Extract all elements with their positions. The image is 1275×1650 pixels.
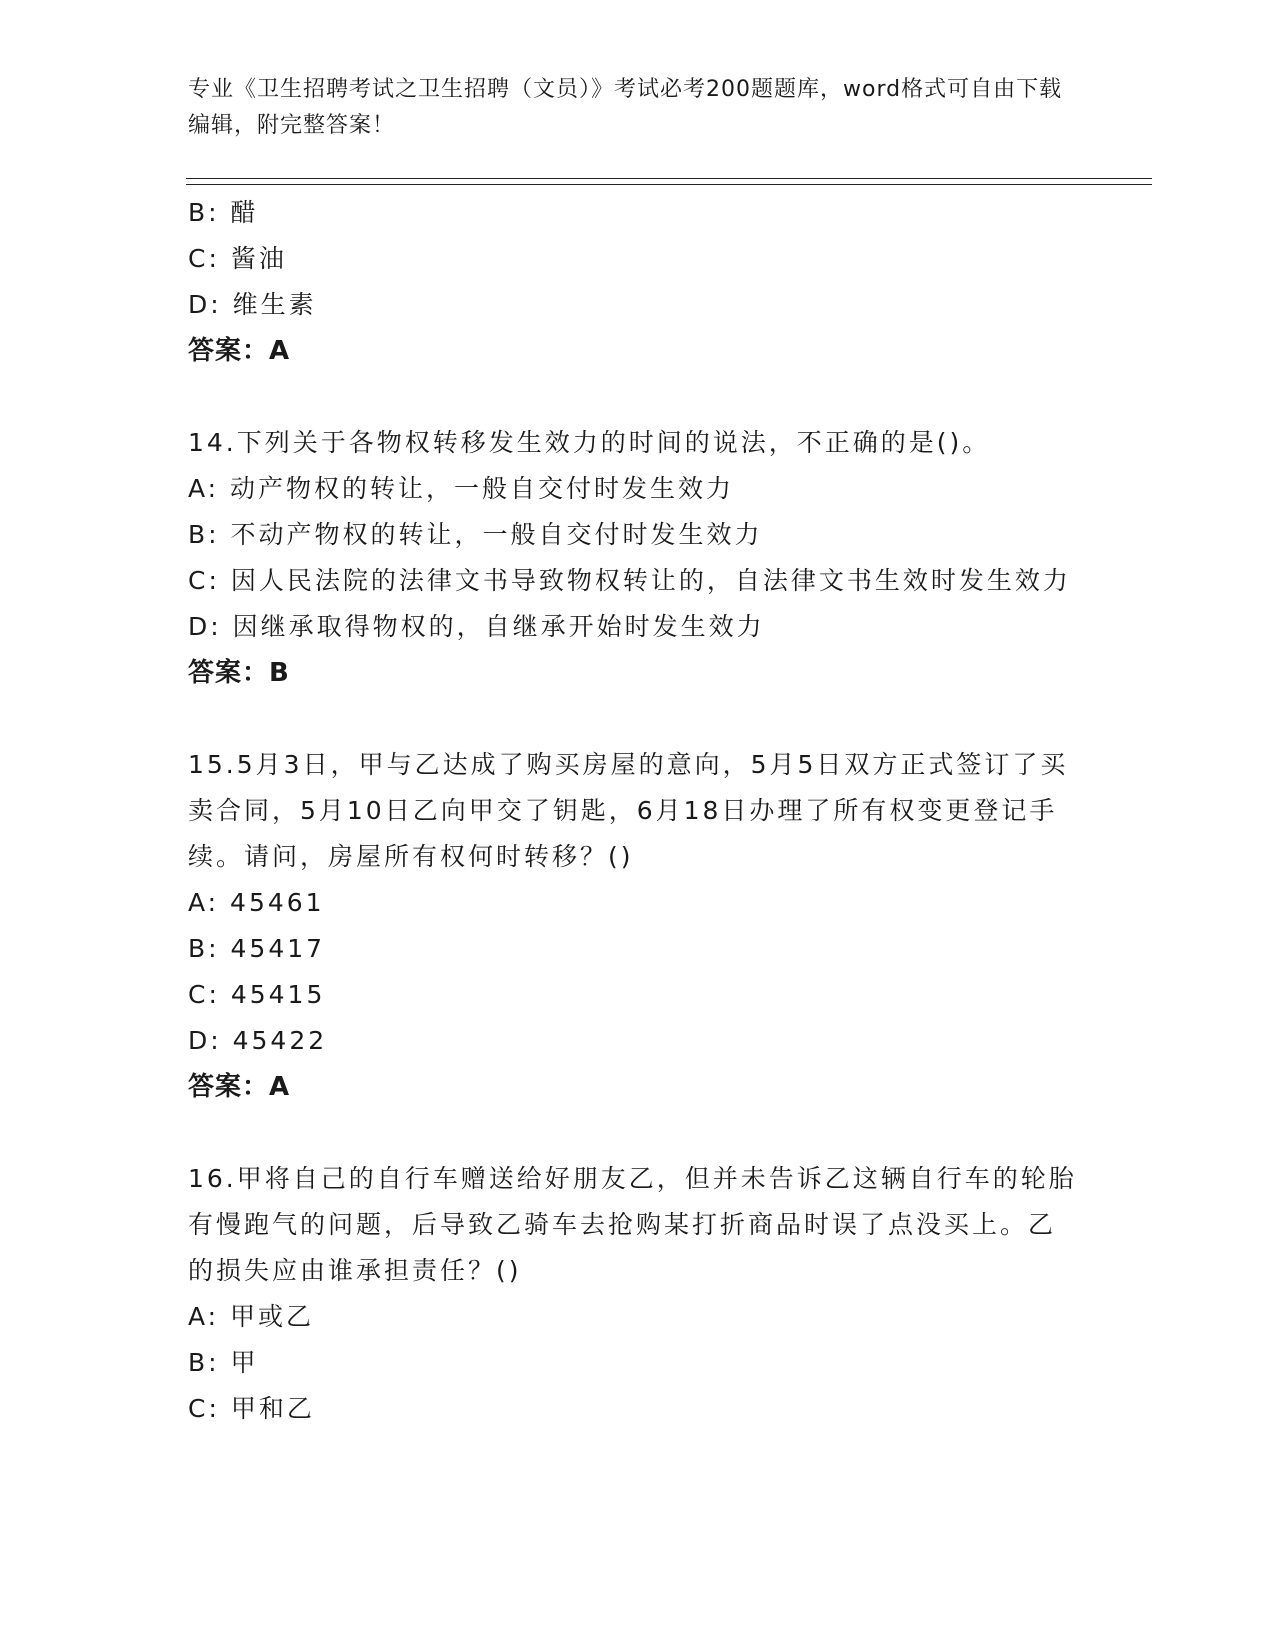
option-a: A: 45461 — [188, 888, 325, 917]
option-c: C: 45415 — [188, 980, 326, 1009]
answer: 答案：A — [188, 1072, 291, 1102]
option-b: B: 不动产物权的转让，一般自交付时发生效力 — [188, 520, 763, 549]
option-b: B: 醋 — [188, 198, 259, 227]
option-d: D: 维生素 — [188, 290, 317, 319]
option-c: C: 因人民法院的法律文书导致物权转让的，自法律文书生效时发生效力 — [188, 566, 1071, 595]
option-b: B: 甲 — [188, 1348, 259, 1377]
spacer — [188, 1110, 1088, 1156]
answer: 答案：B — [188, 658, 290, 688]
option-c: C: 酱油 — [188, 244, 287, 273]
question-stem: 14.下列关于各物权转移发生效力的时间的说法，不正确的是()。 — [188, 428, 991, 457]
option-d: D: 45422 — [188, 1026, 328, 1055]
question-15 — [188, 742, 1088, 1110]
question-stem: 16.甲将自己的自行车赠送给好朋友乙，但并未告诉乙这辆自行车的轮胎有慢跑气的问题，后导致乙骑车去抢购某打折商品时误了点没买上。乙的损失应由谁承担责任？() — [188, 1164, 1077, 1285]
option-b: B: 45417 — [188, 934, 326, 963]
question-content — [188, 190, 1088, 1432]
question-16 — [188, 1156, 1088, 1432]
option-d: D: 因继承取得物权的，自继承开始时发生效力 — [188, 612, 765, 641]
option-c: C: 甲和乙 — [188, 1394, 315, 1423]
spacer — [188, 696, 1088, 742]
option-a: A: 动产物权的转让，一般自交付时发生效力 — [188, 474, 735, 503]
document-header: 专业《卫生招聘考试之卫生招聘（文员）》考试必考200题题库，word格式可自由下载编辑，附完整答案！ — [188, 77, 1063, 138]
question-stem: 15.5月3日，甲与乙达成了购买房屋的意向，5月5日双方正式签订了买卖合同，5月10日乙向甲交了钥匙，6月18日办理了所有权变更登记手续。请问，房屋所有权何时转移？() — [188, 750, 1069, 871]
header-rule-bottom — [186, 184, 1152, 185]
answer: 答案：A — [188, 336, 291, 366]
spacer — [188, 374, 1088, 420]
option-a: A: 甲或乙 — [188, 1302, 315, 1331]
header-rule-top — [186, 178, 1152, 179]
question-14 — [188, 420, 1088, 696]
question-13-tail — [188, 190, 1088, 374]
